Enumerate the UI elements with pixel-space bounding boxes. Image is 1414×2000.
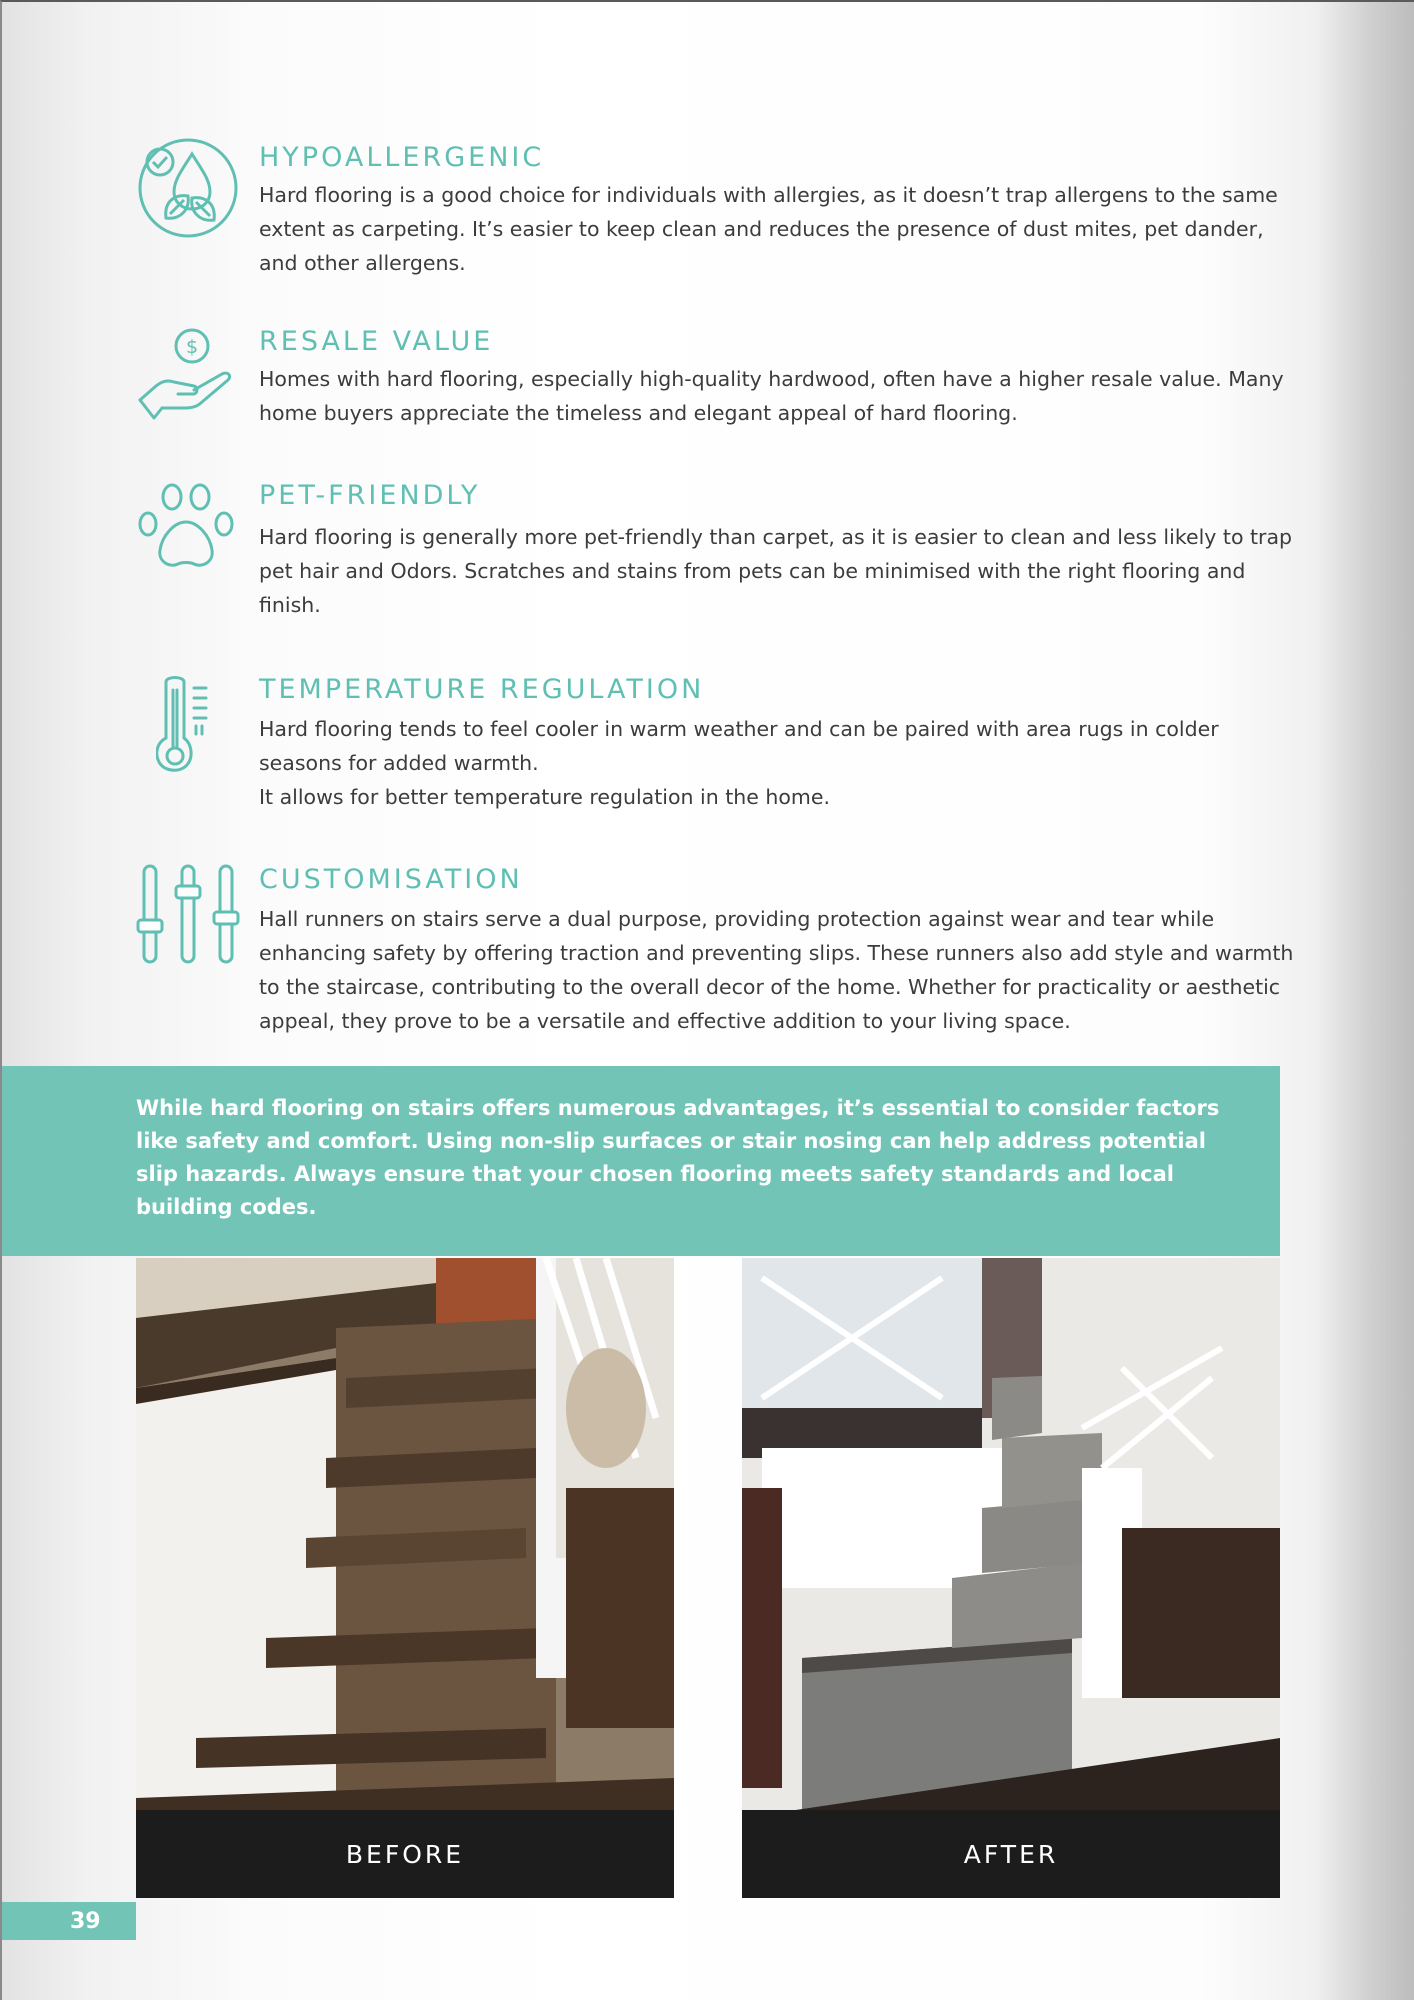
- after-photo: [742, 1258, 1280, 1898]
- body-pet-friendly: Hard flooring is generally more pet-friendly than carpet, as it is easier to clean and less likely to trap pet hair and Odors. Scratches and stains from pets can be minimised with the right flooring and finish.: [259, 525, 1293, 617]
- before-caption: BEFORE: [136, 1810, 674, 1898]
- sliders-icon: [136, 864, 240, 964]
- section-hypoallergenic: [136, 136, 1296, 286]
- section-pet-friendly: [136, 476, 1296, 626]
- body-customisation: Hall runners on stairs serve a dual purpose, providing protection against wear and tear while enhancing safety by offering traction and preventing slips. These runners also add style and warmth to the staircase, contributing to the overall decor of the home. Whether for practicality or aesthetic appeal, they prove to be a versatile and effective addition to your living space.: [259, 907, 1294, 1033]
- heading-hypoallergenic: HYPOALLERGENIC: [259, 142, 545, 173]
- svg-text:$: $: [185, 336, 199, 358]
- section-resale-value: [136, 322, 1296, 442]
- before-photo: [136, 1258, 674, 1898]
- after-caption: AFTER: [742, 1810, 1280, 1898]
- heading-resale-value: RESALE VALUE: [259, 326, 494, 357]
- body-temperature-regulation: [259, 712, 1294, 814]
- heading-customisation: CUSTOMISATION: [259, 864, 523, 895]
- after-stairs-illustration: [742, 1258, 1280, 1898]
- body-temperature-regulation-line-1: Hard flooring tends to feel cooler in warm weather and can be paired with area rugs in colder seasons for added warmth.: [259, 717, 1219, 775]
- page-number: 39: [2, 1902, 136, 1940]
- section-customisation: [136, 860, 1296, 1040]
- body-hypoallergenic: Hard flooring is a good choice for individuals with allergies, as it doesn’t trap allergens to the same extent as carpeting. It’s easier to keep clean and reduces the presence of dust mites, pet dander, and other allergens.: [259, 183, 1278, 275]
- hypoallergenic-leaf-drop-icon: [136, 136, 240, 240]
- heading-temperature-regulation: TEMPERATURE REGULATION: [259, 674, 705, 705]
- section-temperature-regulation: [136, 670, 1296, 820]
- safety-banner-text: While hard flooring on stairs offers numerous advantages, it’s essential to consider factors like safety and comfort. Using non-slip surfaces or stair nosing can help address potential slip hazards. Always ensure that your chosen flooring meets safety standards and local building codes.: [136, 1096, 1220, 1219]
- hand-dollar-coin-icon: [136, 326, 240, 426]
- heading-pet-friendly: PET-FRIENDLY: [259, 480, 481, 511]
- body-resale-value: Homes with hard flooring, especially high-quality hardwood, often have a higher resale value. Many home buyers appreciate the timeless and elegant appeal of hard flooring.: [259, 367, 1284, 425]
- body-temperature-regulation-line-2: It allows for better temperature regulation in the home.: [259, 785, 831, 809]
- before-stairs-illustration: [136, 1258, 674, 1898]
- paw-print-icon: [136, 478, 240, 578]
- thermometer-icon: [156, 674, 236, 774]
